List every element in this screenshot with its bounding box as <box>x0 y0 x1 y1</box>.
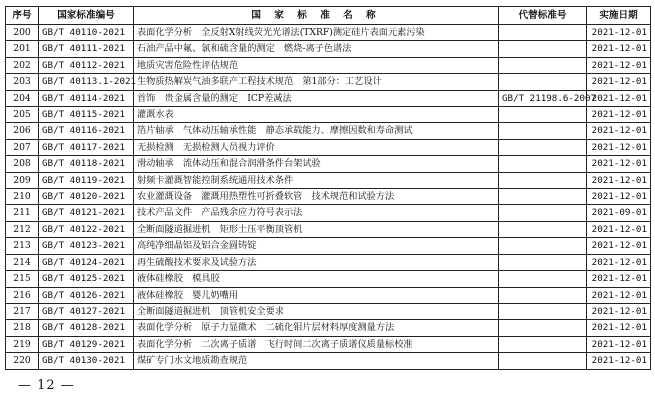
table-row <box>6 254 651 270</box>
row-implementation-date: 2021-12-01 <box>587 90 651 106</box>
row-implementation-date: 2021-12-01 <box>587 303 651 319</box>
row-standard-name: 表面化学分析 全反射X射线荧光光谱法(TXRF)测定硅片表面元素污染 <box>134 25 499 41</box>
row-serial-no: 216 <box>6 287 39 303</box>
row-standard-name: 射频卡灌溉智能控制系统通用技术条件 <box>134 172 499 188</box>
row-standard-code: GB/T 40125-2021 <box>39 271 134 287</box>
row-standard-name: 地质灾害危险性评估规范 <box>134 57 499 73</box>
row-implementation-date: 2021-12-01 <box>587 107 651 123</box>
row-standard-code: GB/T 40124-2021 <box>39 254 134 270</box>
row-replaced-standard <box>499 221 587 237</box>
page-number: — 12 — <box>18 378 75 393</box>
row-standard-name: 全断面隧道掘进机 矩形土压平衡顶管机 <box>134 221 499 237</box>
table-row <box>6 107 651 123</box>
row-standard-code: GB/T 40114-2021 <box>39 90 134 106</box>
row-replaced-standard <box>499 74 587 90</box>
row-replaced-standard <box>499 156 587 172</box>
table-row <box>6 57 651 73</box>
row-serial-no: 209 <box>6 172 39 188</box>
row-standard-code: GB/T 40118-2021 <box>39 156 134 172</box>
row-standard-code: GB/T 40116-2021 <box>39 123 134 139</box>
row-implementation-date: 2021-12-01 <box>587 156 651 172</box>
row-standard-code: GB/T 40119-2021 <box>39 172 134 188</box>
row-replaced-standard <box>499 205 587 221</box>
row-implementation-date: 2021-12-01 <box>587 25 651 41</box>
row-implementation-date: 2021-12-01 <box>587 271 651 287</box>
standards-page <box>5 6 650 370</box>
row-implementation-date: 2021-12-01 <box>587 41 651 57</box>
row-replaced-standard <box>499 57 587 73</box>
row-standard-name: 生物质热解炭气油多联产工程技术规范 第1部分：工艺设计 <box>134 74 499 90</box>
table-row <box>6 25 651 41</box>
row-replaced-standard <box>499 172 587 188</box>
row-implementation-date: 2021-12-01 <box>587 287 651 303</box>
row-implementation-date: 2021-09-01 <box>587 205 651 221</box>
header-serial-no: 序号 <box>6 7 39 25</box>
row-standard-name: 高纯净细晶铝及铝合金圆铸锭 <box>134 238 499 254</box>
row-serial-no: 206 <box>6 123 39 139</box>
row-replaced-standard <box>499 107 587 123</box>
header-implementation-date: 实施日期 <box>587 7 651 25</box>
row-standard-code: GB/T 40113.1-2021 <box>39 74 134 90</box>
row-serial-no: 220 <box>6 353 39 369</box>
row-standard-name: 煤矿专门水文地质勘查规范 <box>134 353 499 369</box>
row-standard-name: 无损检测 无损检测人员视力评价 <box>134 139 499 155</box>
row-replaced-standard <box>499 41 587 57</box>
row-standard-code: GB/T 40115-2021 <box>39 107 134 123</box>
row-standard-name: 再生硫酸技术要求及试验方法 <box>134 254 499 270</box>
table-row <box>6 172 651 188</box>
row-replaced-standard <box>499 238 587 254</box>
row-serial-no: 210 <box>6 189 39 205</box>
row-standard-name: 滑动轴承 流体动压和混合润滑条件台架试验 <box>134 156 499 172</box>
row-serial-no: 215 <box>6 271 39 287</box>
row-implementation-date: 2021-12-01 <box>587 254 651 270</box>
table-row <box>6 287 651 303</box>
row-serial-no: 211 <box>6 205 39 221</box>
row-replaced-standard: GB/T 21198.6-2007 <box>499 90 587 106</box>
row-serial-no: 204 <box>6 90 39 106</box>
table-row <box>6 238 651 254</box>
row-replaced-standard <box>499 123 587 139</box>
table-row <box>6 41 651 57</box>
row-standard-code: GB/T 40117-2021 <box>39 139 134 155</box>
row-implementation-date: 2021-12-01 <box>587 238 651 254</box>
table-row <box>6 336 651 352</box>
row-standard-code: GB/T 40112-2021 <box>39 57 134 73</box>
row-standard-name: 灌溉水表 <box>134 107 499 123</box>
table-row <box>6 320 651 336</box>
table-body <box>6 25 651 370</box>
row-implementation-date: 2021-12-01 <box>587 320 651 336</box>
table-row <box>6 123 651 139</box>
row-serial-no: 219 <box>6 336 39 352</box>
table-header-row <box>6 7 651 25</box>
row-replaced-standard <box>499 271 587 287</box>
row-serial-no: 217 <box>6 303 39 319</box>
table-row <box>6 74 651 90</box>
row-standard-name: 首饰 贵金属含量的测定 ICP差减法 <box>134 90 499 106</box>
table-row <box>6 221 651 237</box>
row-serial-no: 214 <box>6 254 39 270</box>
table-row <box>6 156 651 172</box>
standards-table <box>5 6 651 370</box>
row-standard-name: 表面化学分析 原子力显微术 二硫化钼片层材料厚度测量方法 <box>134 320 499 336</box>
row-standard-code: GB/T 40121-2021 <box>39 205 134 221</box>
row-serial-no: 208 <box>6 156 39 172</box>
row-standard-name: 液体硅橡胶 模具胶 <box>134 271 499 287</box>
row-implementation-date: 2021-12-01 <box>587 336 651 352</box>
header-standard-name: 国 家 标 准 名 称 <box>134 7 499 25</box>
row-standard-code: GB/T 40127-2021 <box>39 303 134 319</box>
row-implementation-date: 2021-12-01 <box>587 172 651 188</box>
row-standard-code: GB/T 40111-2021 <box>39 41 134 57</box>
row-implementation-date: 2021-12-01 <box>587 74 651 90</box>
header-standard-code: 国家标准编号 <box>39 7 134 25</box>
row-serial-no: 213 <box>6 238 39 254</box>
row-replaced-standard <box>499 336 587 352</box>
row-replaced-standard <box>499 139 587 155</box>
row-standard-code: GB/T 40129-2021 <box>39 336 134 352</box>
row-standard-name: 技术产品文件 产品残余应力符号表示法 <box>134 205 499 221</box>
row-serial-no: 200 <box>6 25 39 41</box>
row-serial-no: 218 <box>6 320 39 336</box>
row-implementation-date: 2021-12-01 <box>587 139 651 155</box>
row-serial-no: 207 <box>6 139 39 155</box>
row-serial-no: 203 <box>6 74 39 90</box>
row-replaced-standard <box>499 287 587 303</box>
row-replaced-standard <box>499 320 587 336</box>
table-row <box>6 189 651 205</box>
row-replaced-standard <box>499 303 587 319</box>
row-replaced-standard <box>499 353 587 369</box>
row-standard-name: 全断面隧道掘进机 顶管机安全要求 <box>134 303 499 319</box>
row-standard-name: 表面化学分析 二次离子质谱 飞行时间二次离子质谱仪质量标校准 <box>134 336 499 352</box>
row-implementation-date: 2021-12-01 <box>587 57 651 73</box>
table-row <box>6 303 651 319</box>
row-implementation-date: 2021-12-01 <box>587 189 651 205</box>
row-implementation-date: 2021-12-01 <box>587 221 651 237</box>
row-standard-code: GB/T 40130-2021 <box>39 353 134 369</box>
row-standard-code: GB/T 40123-2021 <box>39 238 134 254</box>
header-replaced-standard: 代替标准号 <box>499 7 587 25</box>
row-standard-code: GB/T 40128-2021 <box>39 320 134 336</box>
table-row <box>6 139 651 155</box>
row-standard-code: GB/T 40110-2021 <box>39 25 134 41</box>
row-replaced-standard <box>499 254 587 270</box>
row-implementation-date: 2021-12-01 <box>587 353 651 369</box>
row-standard-code: GB/T 40122-2021 <box>39 221 134 237</box>
row-standard-name: 液体硅橡胶 婴儿奶嘴用 <box>134 287 499 303</box>
row-standard-code: GB/T 40126-2021 <box>39 287 134 303</box>
row-replaced-standard <box>499 189 587 205</box>
row-standard-code: GB/T 40120-2021 <box>39 189 134 205</box>
row-replaced-standard <box>499 25 587 41</box>
table-row <box>6 271 651 287</box>
row-standard-name: 农业灌溉设备 灌溉用热塑性可折叠软管 技术规范和试验方法 <box>134 189 499 205</box>
table-row <box>6 90 651 106</box>
table-row <box>6 205 651 221</box>
row-serial-no: 201 <box>6 41 39 57</box>
row-standard-name: 石油产品中氟、氯和硫含量的测定 燃烧-离子色谱法 <box>134 41 499 57</box>
row-serial-no: 202 <box>6 57 39 73</box>
row-standard-name: 箔片轴承 气体动压轴承性能 静态承载能力、摩擦因数和寿命测试 <box>134 123 499 139</box>
row-serial-no: 205 <box>6 107 39 123</box>
table-row <box>6 353 651 369</box>
row-implementation-date: 2021-12-01 <box>587 123 651 139</box>
row-serial-no: 212 <box>6 221 39 237</box>
